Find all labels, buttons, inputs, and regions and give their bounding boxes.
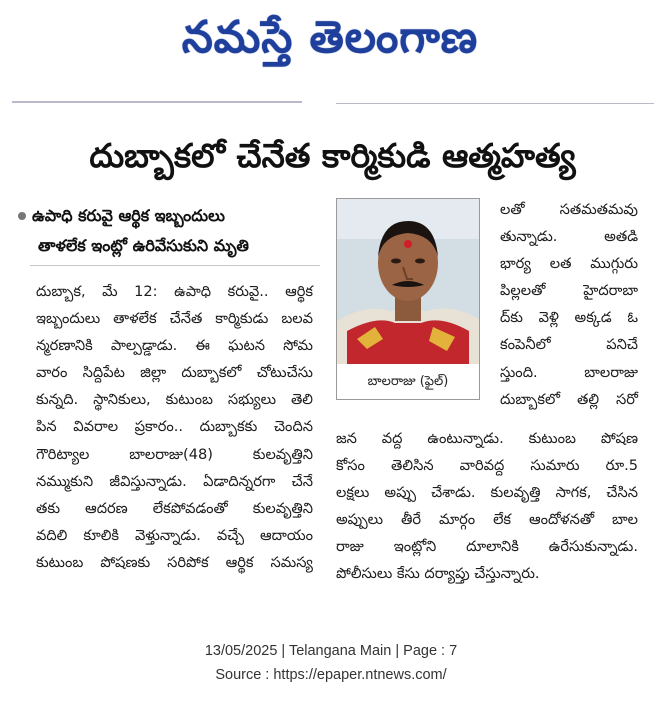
text-line: నమ్ముకుని జీవిస్తున్నాడు. ఏడాదిన్నరగా చేనే bbox=[36, 472, 313, 490]
text-line: గౌరిట్యాల బాలరాజు(48) కులవృత్తిని bbox=[36, 445, 313, 463]
text-line: రాజు ఇంట్లోని దూలానికి ఉరేసుకున్నాడు. bbox=[336, 538, 638, 556]
portrait-photo bbox=[337, 199, 479, 364]
bullet-icon bbox=[18, 212, 26, 220]
text-line: వారం సిద్దిపేట జిల్లా దుబ్బాకలో చోటుచేసు bbox=[36, 364, 313, 382]
article-subhead bbox=[18, 201, 330, 261]
article-column-right-bottom bbox=[336, 425, 638, 588]
text-line: తకు ఆదరణ లేకపోవడంతో కులవృత్తిని bbox=[36, 499, 313, 517]
text-line: కున్నది. స్థానికులు, కుటుంబ సభ్యులు తెలి bbox=[36, 391, 313, 409]
text-line: జన వద్ద ఉంటున్నాడు. కుటుంబ పోషణ bbox=[336, 430, 638, 447]
article-column-left bbox=[36, 278, 313, 576]
text-line: స్తుంది. బాలరాజు bbox=[500, 363, 638, 381]
portrait-illustration bbox=[337, 199, 479, 364]
text-line: పిన వివరాల ప్రకారం.. దుబ్బాకకు చెందిన bbox=[36, 418, 313, 436]
text-line: లతో సతమతమవు bbox=[500, 201, 638, 218]
masthead bbox=[0, 0, 662, 100]
subhead-divider bbox=[30, 265, 320, 266]
masthead-rule-left bbox=[12, 101, 302, 103]
text-line: వదిలి కూలికి వెళ్తున్నాడు. వచ్చే ఆదాయం bbox=[36, 526, 313, 544]
text-line: పోలీసులు కేసు దర్యాప్తు చేస్తున్నారు. bbox=[336, 565, 540, 583]
text-line: పిల్లలతో హైదరాబా bbox=[500, 282, 638, 300]
subhead-line bbox=[18, 201, 330, 231]
article-headline: దుబ్బాకలో చేనేత కార్మికుడి ఆత్మహత్య bbox=[89, 136, 576, 175]
text-line: కంపెనీలో పనిచే bbox=[500, 336, 638, 354]
text-line: ఇబ్బందులు తాళలేక చేనేత కార్మికుడు బలవ bbox=[36, 310, 313, 328]
footer-edition-info: 13/05/2025 | Telangana Main | Page : 7 bbox=[204, 643, 458, 659]
text-line: తున్నాడు. అతడి bbox=[500, 228, 638, 246]
subhead-line: తాళలేక ఇంట్లో ఉరివేసుకుని మృతి bbox=[38, 236, 249, 255]
subhead-text: ఉపాధి కరువై ఆర్థిక ఇబ్బందులు bbox=[32, 206, 225, 225]
text-line: కుటుంబ పోషణకు సరిపోక ఆర్థిక సమస్య bbox=[36, 553, 313, 571]
footer-source: Source : https://epaper.ntnews.com/ bbox=[215, 667, 447, 683]
text-line: దుబ్బాక, మే 12: ఉపాధి కరువై.. ఆర్థిక bbox=[36, 283, 313, 300]
text-line: లక్షలు అప్పు చేశాడు. కులవృత్తి సాగక, చేసిన bbox=[336, 484, 638, 502]
article-photo bbox=[336, 198, 480, 400]
photo-caption: బాలరాజు (ఫైల్) bbox=[367, 374, 449, 389]
text-line: న్మరణానికి పాల్పడ్డాడు. ఈ ఘటన సోమ bbox=[36, 337, 313, 355]
text-line: కోసం తెలిసిన వారివద్ద సుమారు రూ.5 bbox=[336, 457, 638, 475]
text-line: భార్య లత ముగ్గురు bbox=[500, 255, 638, 273]
text-line: ద్‌కు వెళ్లి అక్కడ ఓ bbox=[500, 309, 638, 327]
masthead-rule-right bbox=[336, 103, 654, 104]
text-line: దుబ్బాకలో తల్లి సరో bbox=[500, 390, 638, 408]
text-line: అప్పులు తీరే మార్గం లేక ఆందోళనతో బాల bbox=[336, 511, 638, 529]
masthead-logo: నమస్తే తెలంగాణ bbox=[181, 12, 479, 63]
article-column-right-top bbox=[500, 196, 638, 413]
